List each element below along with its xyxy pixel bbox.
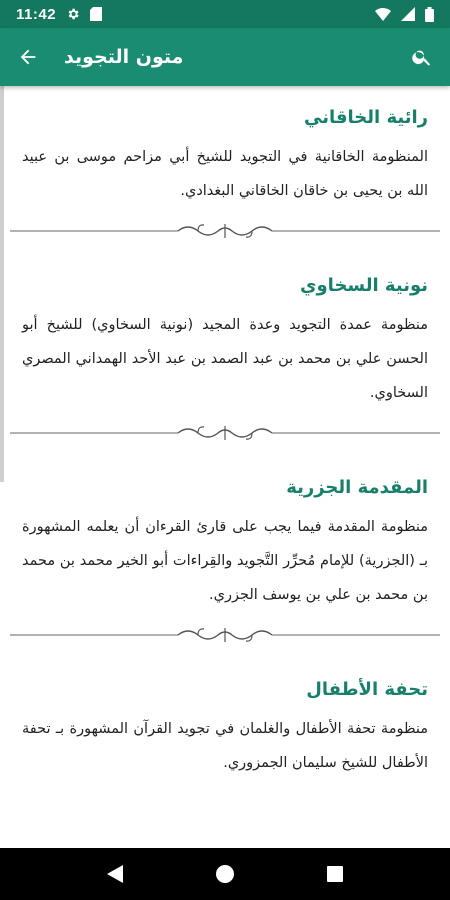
ornament-divider <box>0 208 450 254</box>
entry-title: تحفة الأطفال <box>306 679 428 700</box>
list-item[interactable] <box>0 254 450 410</box>
entry-description: المنظومة الخاقانية في التجويد للشيخ أبي مزاحم موسى بن عبيد الله بن يحيى بن خاقان الخاقاني البغدادي. <box>22 149 428 199</box>
entry-description: منظومة المقدمة فيما يجب على قارئ القرءان أن يعلمه المشهورة بـ (الجزرية) للإمام مُحرِّر التَّجويد والقِراءات أبو الخير محمد بن محمد بن محمد بن علي بن يوسف الجزري. <box>22 519 428 603</box>
list-item[interactable] <box>0 456 450 612</box>
system-nav-bar <box>0 848 450 900</box>
status-bar <box>0 0 450 28</box>
ornament-divider <box>0 410 450 456</box>
app-bar <box>0 28 450 86</box>
list-item[interactable] <box>0 86 450 208</box>
arrow-back-icon[interactable] <box>0 28 56 86</box>
recents-square-icon[interactable] <box>310 848 360 900</box>
entry-description: منظومة تحفة الأطفال والغلمان في تجويد القرآن المشهورة بـ تحفة الأطفال للشيخ سليمان الجمزوري. <box>22 721 428 771</box>
entry-description: منظومة عمدة التجويد وعدة المجيد (نونية السخاوي) للشيخ أبو الحسن علي بن محمد بن عبد الصمد بن عبد الأحد الهمداني المصري السخاوي. <box>22 317 428 401</box>
search-icon[interactable] <box>394 28 450 86</box>
battery-icon <box>425 7 434 22</box>
status-time: 11:42 <box>16 5 57 23</box>
list-item[interactable] <box>0 658 450 780</box>
signal-icon <box>401 7 415 21</box>
entry-title: المقدمة الجزرية <box>286 477 428 498</box>
matn-list[interactable] <box>0 86 450 848</box>
sd-card-icon <box>90 7 102 21</box>
home-circle-icon[interactable] <box>200 848 250 900</box>
entry-title: رائية الخاقاني <box>304 107 428 128</box>
entry-title: نونية السخاوي <box>300 275 428 296</box>
settings-icon <box>66 7 80 21</box>
wifi-icon <box>375 7 391 21</box>
page-title: متون التجويد <box>64 46 184 68</box>
back-triangle-icon[interactable] <box>90 848 140 900</box>
ornament-divider <box>0 612 450 658</box>
